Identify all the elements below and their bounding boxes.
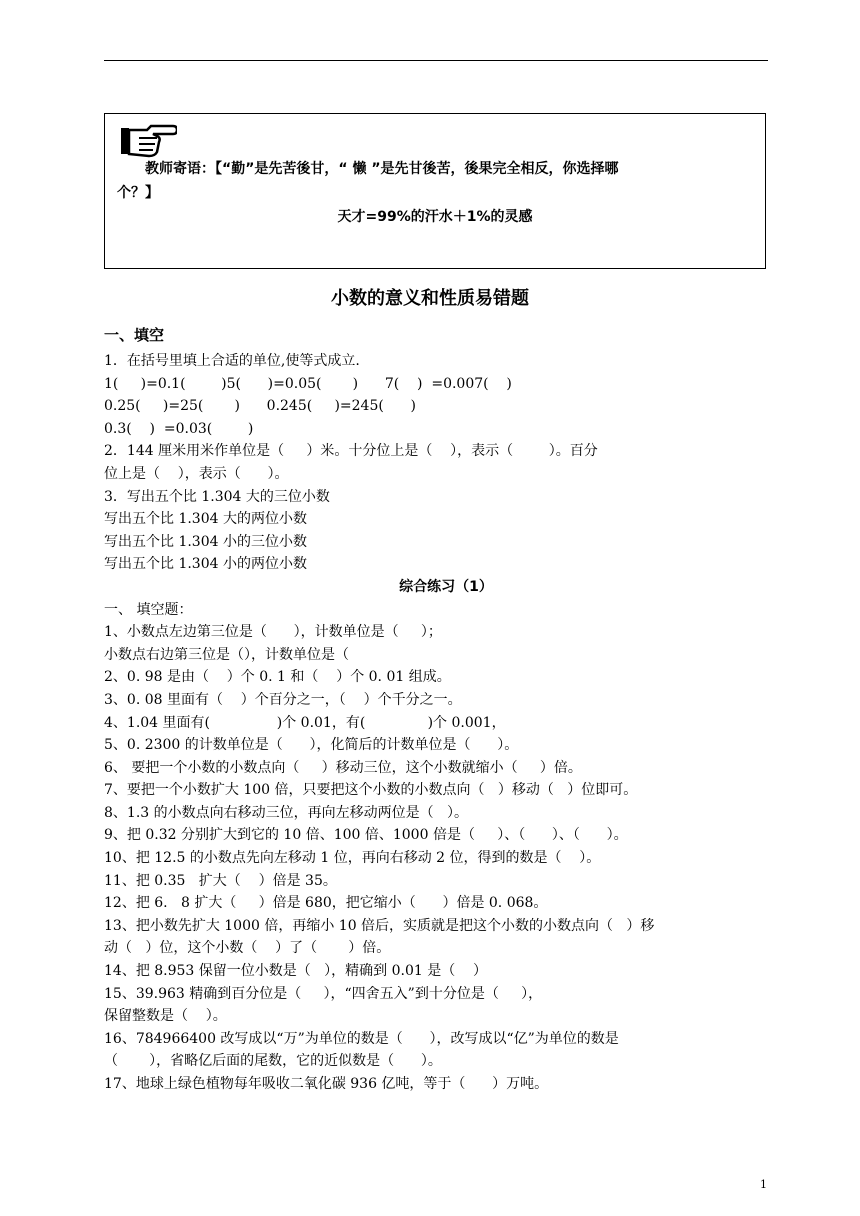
exercise-line: 5、0. 2300 的计数单位是（ ），化简后的计数单位是（ ）。 [104,737,519,754]
quote-line-1: 教师寄语：【“勤”是先苦後甘，“ 懒 ”是先甘後苦，後果完全相反，你选择哪 [145,161,619,177]
exercise-line: 3、0. 08 里面有（ ）个百分之一，（ ）个千分之一。 [104,691,462,708]
header-rule [104,60,768,61]
exercise-line: 4、1.04 里面有( )个 0.01，有( )个 0.001， [104,714,506,731]
exercise-line: 12、把 6. 8 扩大（ ）倍是 680，把它缩小（ ）倍是 0. 068。 [104,895,548,912]
page-number: 1 [760,1178,767,1191]
exercise-line: 15、39.963 精确到百分位是（ ），“四舍五入”到十分位是（ ）， [104,985,543,1002]
exercise-line: 写出五个比 1.304 小的两位小数 [104,556,307,573]
page-title: 小数的意义和性质易错题 [331,288,529,309]
exercise-line: （ ），省略亿后面的尾数，它的近似数是（ ）。 [104,1053,442,1070]
subtitle: 综合练习（1） [399,578,493,595]
exercise-line: 1．在括号里填上合适的单位,使等式成立. [104,353,360,369]
exercise-line: 11、把 0.35 扩大（ ）倍是 35。 [104,872,337,889]
exercise-line: 写出五个比 1.304 大的两位小数 [104,511,307,528]
exercise-line: 17、地球上绿色植物每年吸收二氧化碳 936 亿吨，等于（ ）万吨。 [104,1076,549,1092]
exercise-line: 13、把小数先扩大 1000 倍，再缩小 10 倍后，实质就是把这个小数的小数点向（ ）移 [104,917,655,934]
exercise-line: 6、 要把一个小数的小数点向（ ）移动三位，这个小数就缩小（ ）倍。 [104,759,582,776]
exercise-line: 位上是（ ），表示（ ）。 [104,465,289,482]
pointing-hand-icon [117,120,177,160]
exercise-line: 一、 填空题： [104,601,193,618]
exercise-line: 9、把 0.32 分别扩大到它的 10 倍、100 倍、1000 倍是（ ）、（ ）、（ ）。 [104,827,628,844]
exercise-line: 16、784966400 改写成以“万”为单位的数是（ ），改写成以“亿”为单位的数是 [104,1030,619,1047]
exercise-line: 7、要把一个小数扩大 100 倍，只要把这个小数的小数点向（ ）移动（ ）位即可。 [104,782,638,799]
exercise-line: 1、小数点左边第三位是（ ），计数单位是（ ）； [104,624,442,641]
exercise-line: 写出五个比 1.304 小的三位小数 [104,533,307,550]
exercise-line: 1( )=0.1( )5( )=0.05( ) 7( ) =0.007( ) [104,375,512,392]
exercise-line: 3．写出五个比 1.304 大的三位小数 [104,488,330,505]
exercise-line: 14、把 8.953 保留一位小数是（ ），精确到 0.01 是（ ） [104,963,488,980]
quote-line-3: 天才=99%的汗水＋1%的灵感 [337,209,533,225]
exercise-line: 2．144 厘米用米作单位是（ ）米。十分位上是（ ），表示（ ）。百分 [104,443,598,460]
exercise-line: 10、把 12.5 的小数点先向左移动 1 位，再向右移动 2 位，得到的数是（ ）。 [104,850,601,867]
exercise-content [104,350,768,1096]
exercise-line: 8、1.3 的小数点向右移动三位，再向左移动两位是（ ）。 [104,804,468,821]
exercise-line: 0.3( ) =0.03( ) [104,420,254,437]
exercise-line: 2、0. 98 是由（ ）个 0. 1 和（ ）个 0. 01 组成。 [104,669,451,686]
teacher-message-box [104,113,766,269]
exercise-line: 动（ ）位，这个小数（ ）了（ ）倍。 [104,940,391,957]
section-heading: 一、填空 [104,326,165,344]
quote-line-2: 个？】 [117,185,159,201]
exercise-line: 保留整数是（ ）。 [104,1008,227,1025]
exercise-line: 0.25( )=25( ) 0.245( )=245( ) [104,398,416,415]
exercise-line: 小数点右边第三位是（），计数单位是（ [104,646,349,663]
